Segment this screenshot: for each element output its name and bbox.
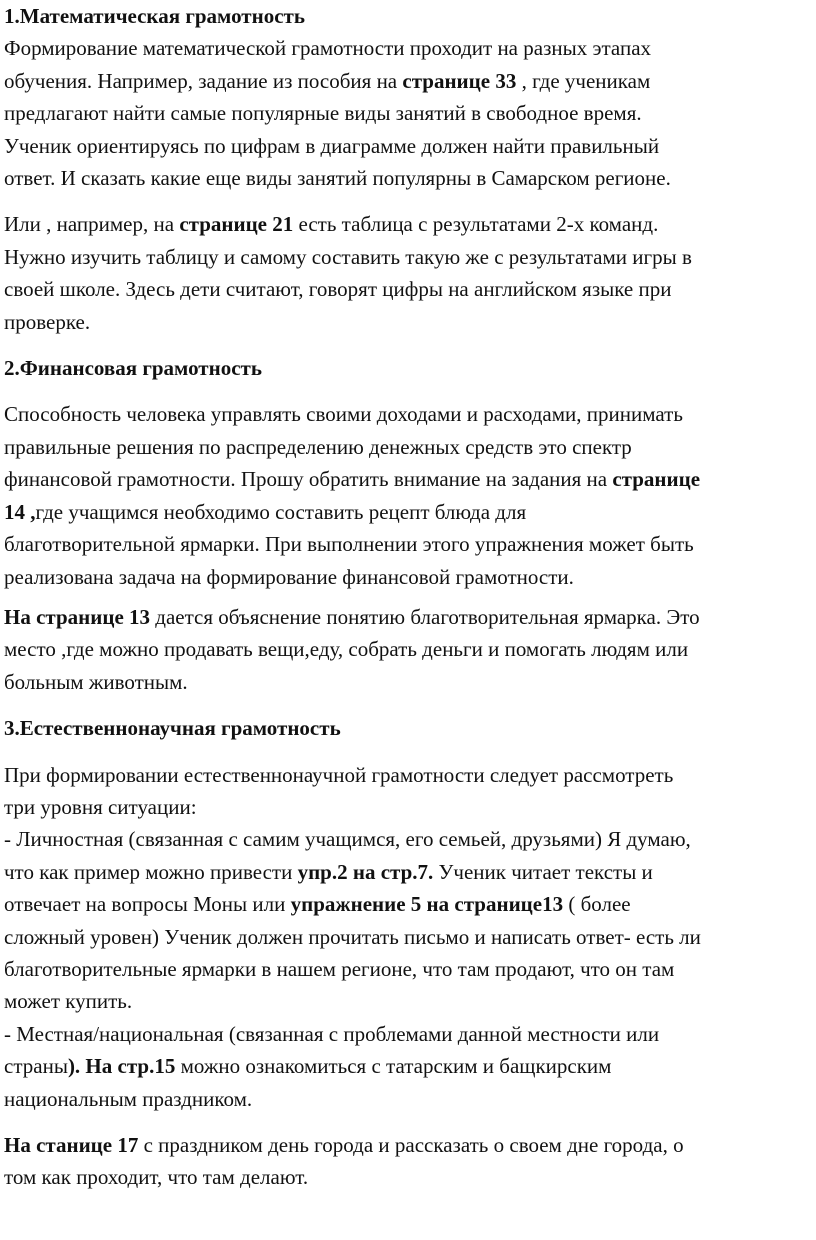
text-line: Способность человека управлять своими доходами и расходами, принимать (4, 402, 683, 427)
text-line (4, 1050, 806, 1082)
exercise-reference: упр.2 на стр.7. (297, 859, 434, 884)
text-line (4, 208, 806, 240)
text-span: где учащимся необходимо составить рецепт блюда для (35, 499, 527, 524)
text-span: есть таблица с результатами 2-х команд. (293, 212, 659, 237)
page-reference: ). На стр.15 (67, 1054, 176, 1079)
text-line: больным животным. (4, 669, 188, 694)
text-span: Или , например, на (4, 212, 180, 237)
page-reference: странице 21 (179, 212, 294, 237)
text-line: При формировании естественнонаучной грамотности следует рассмотреть (4, 762, 674, 787)
text-line: - Личностная (связанная с самим учащимся, его семьей, друзьями) Я думаю, (4, 827, 691, 852)
text-span: отвечает на вопросы Моны или (4, 892, 291, 917)
section-heading-finance: 2.Финансовая грамотность (4, 356, 262, 381)
text-span: , где ученикам (516, 68, 651, 93)
paragraph-finance-1 (4, 398, 806, 592)
paragraph-math-1 (4, 32, 806, 194)
text-line: реализована задача на формирование финансовой грамотности. (4, 564, 574, 589)
page-reference: 14 , (4, 499, 36, 524)
text-span: что как пример можно привести (4, 859, 298, 884)
section-heading-science: 3.Естественнонаучная грамотность (4, 716, 341, 741)
text-line: правильные решения по распределению денежных средств это спектр (4, 434, 632, 459)
text-line: сложный уровен) Ученик должен прочитать письмо и написать ответ- есть ли (4, 924, 701, 949)
text-line: предлагают найти самые популярные виды занятий в свободное время. (4, 101, 642, 126)
text-line: - Местная/национальная (связанная с проблемами данной местности или (4, 1021, 660, 1046)
text-line: может купить. (4, 989, 133, 1014)
text-line: Формирование математической грамотности проходит на разных этапах (4, 36, 652, 61)
page-reference: странице (612, 467, 701, 492)
text-span: можно ознакомиться с татарским и бащкирским (175, 1054, 612, 1079)
text-line (4, 601, 806, 633)
text-line (4, 1129, 806, 1161)
text-span: с праздником день города и рассказать о своем дне города, о (138, 1133, 684, 1157)
text-line: место ,где можно продавать вещи,еду, собрать деньги и помогать людям или (4, 637, 689, 662)
text-span: страны (4, 1054, 68, 1079)
text-line: Ученик ориентируясь по цифрам в диаграмме должен найти правильный (4, 133, 660, 158)
text-line (4, 496, 806, 528)
text-span: дается объяснение понятию благотворительная ярмарка. Это (150, 604, 700, 629)
text-line: ответ. И сказать какие еще виды занятий популярны в Самарском регионе. (4, 166, 671, 191)
page-reference: На станице 17 (4, 1133, 139, 1157)
text-line: своей школе. Здесь дети считают, говорят цифры на английском языке при (4, 277, 672, 302)
text-span: финансовой грамотности. Прошу обратить внимание на задания на (4, 467, 613, 492)
paragraph-math-2 (4, 208, 806, 338)
text-line: национальным праздником. (4, 1086, 253, 1111)
text-line (4, 65, 806, 97)
text-line: благотворительной ярмарки. При выполнении этого упражнения может быть (4, 532, 694, 557)
text-span: обучения. Например, задание из пособия на (4, 68, 403, 93)
text-line: три уровня ситуации: (4, 794, 197, 819)
paragraph-finance-2 (4, 601, 806, 698)
paragraph-science-1 (4, 759, 806, 1115)
text-span: Ученик читает тексты и (433, 859, 653, 884)
text-line (4, 888, 806, 920)
page-reference: странице 33 (402, 68, 517, 93)
text-line (4, 463, 806, 495)
text-line: благотворительные ярмарки в нашем регионе, что там продают, что он там (4, 956, 675, 981)
paragraph-science-2 (4, 1129, 806, 1194)
page-reference: На странице 13 (4, 604, 151, 629)
text-line: проверке. (4, 309, 91, 334)
text-line: том как проходит, что там делают. (4, 1165, 309, 1190)
text-span: ( более (563, 892, 631, 917)
exercise-reference: упражнение 5 на странице13 (290, 892, 564, 917)
section-heading-math: 1.Математическая грамотность (4, 4, 305, 28)
text-line: Нужно изучить таблицу и самому составить такую же с результатами игры в (4, 244, 692, 269)
text-line (4, 856, 806, 888)
